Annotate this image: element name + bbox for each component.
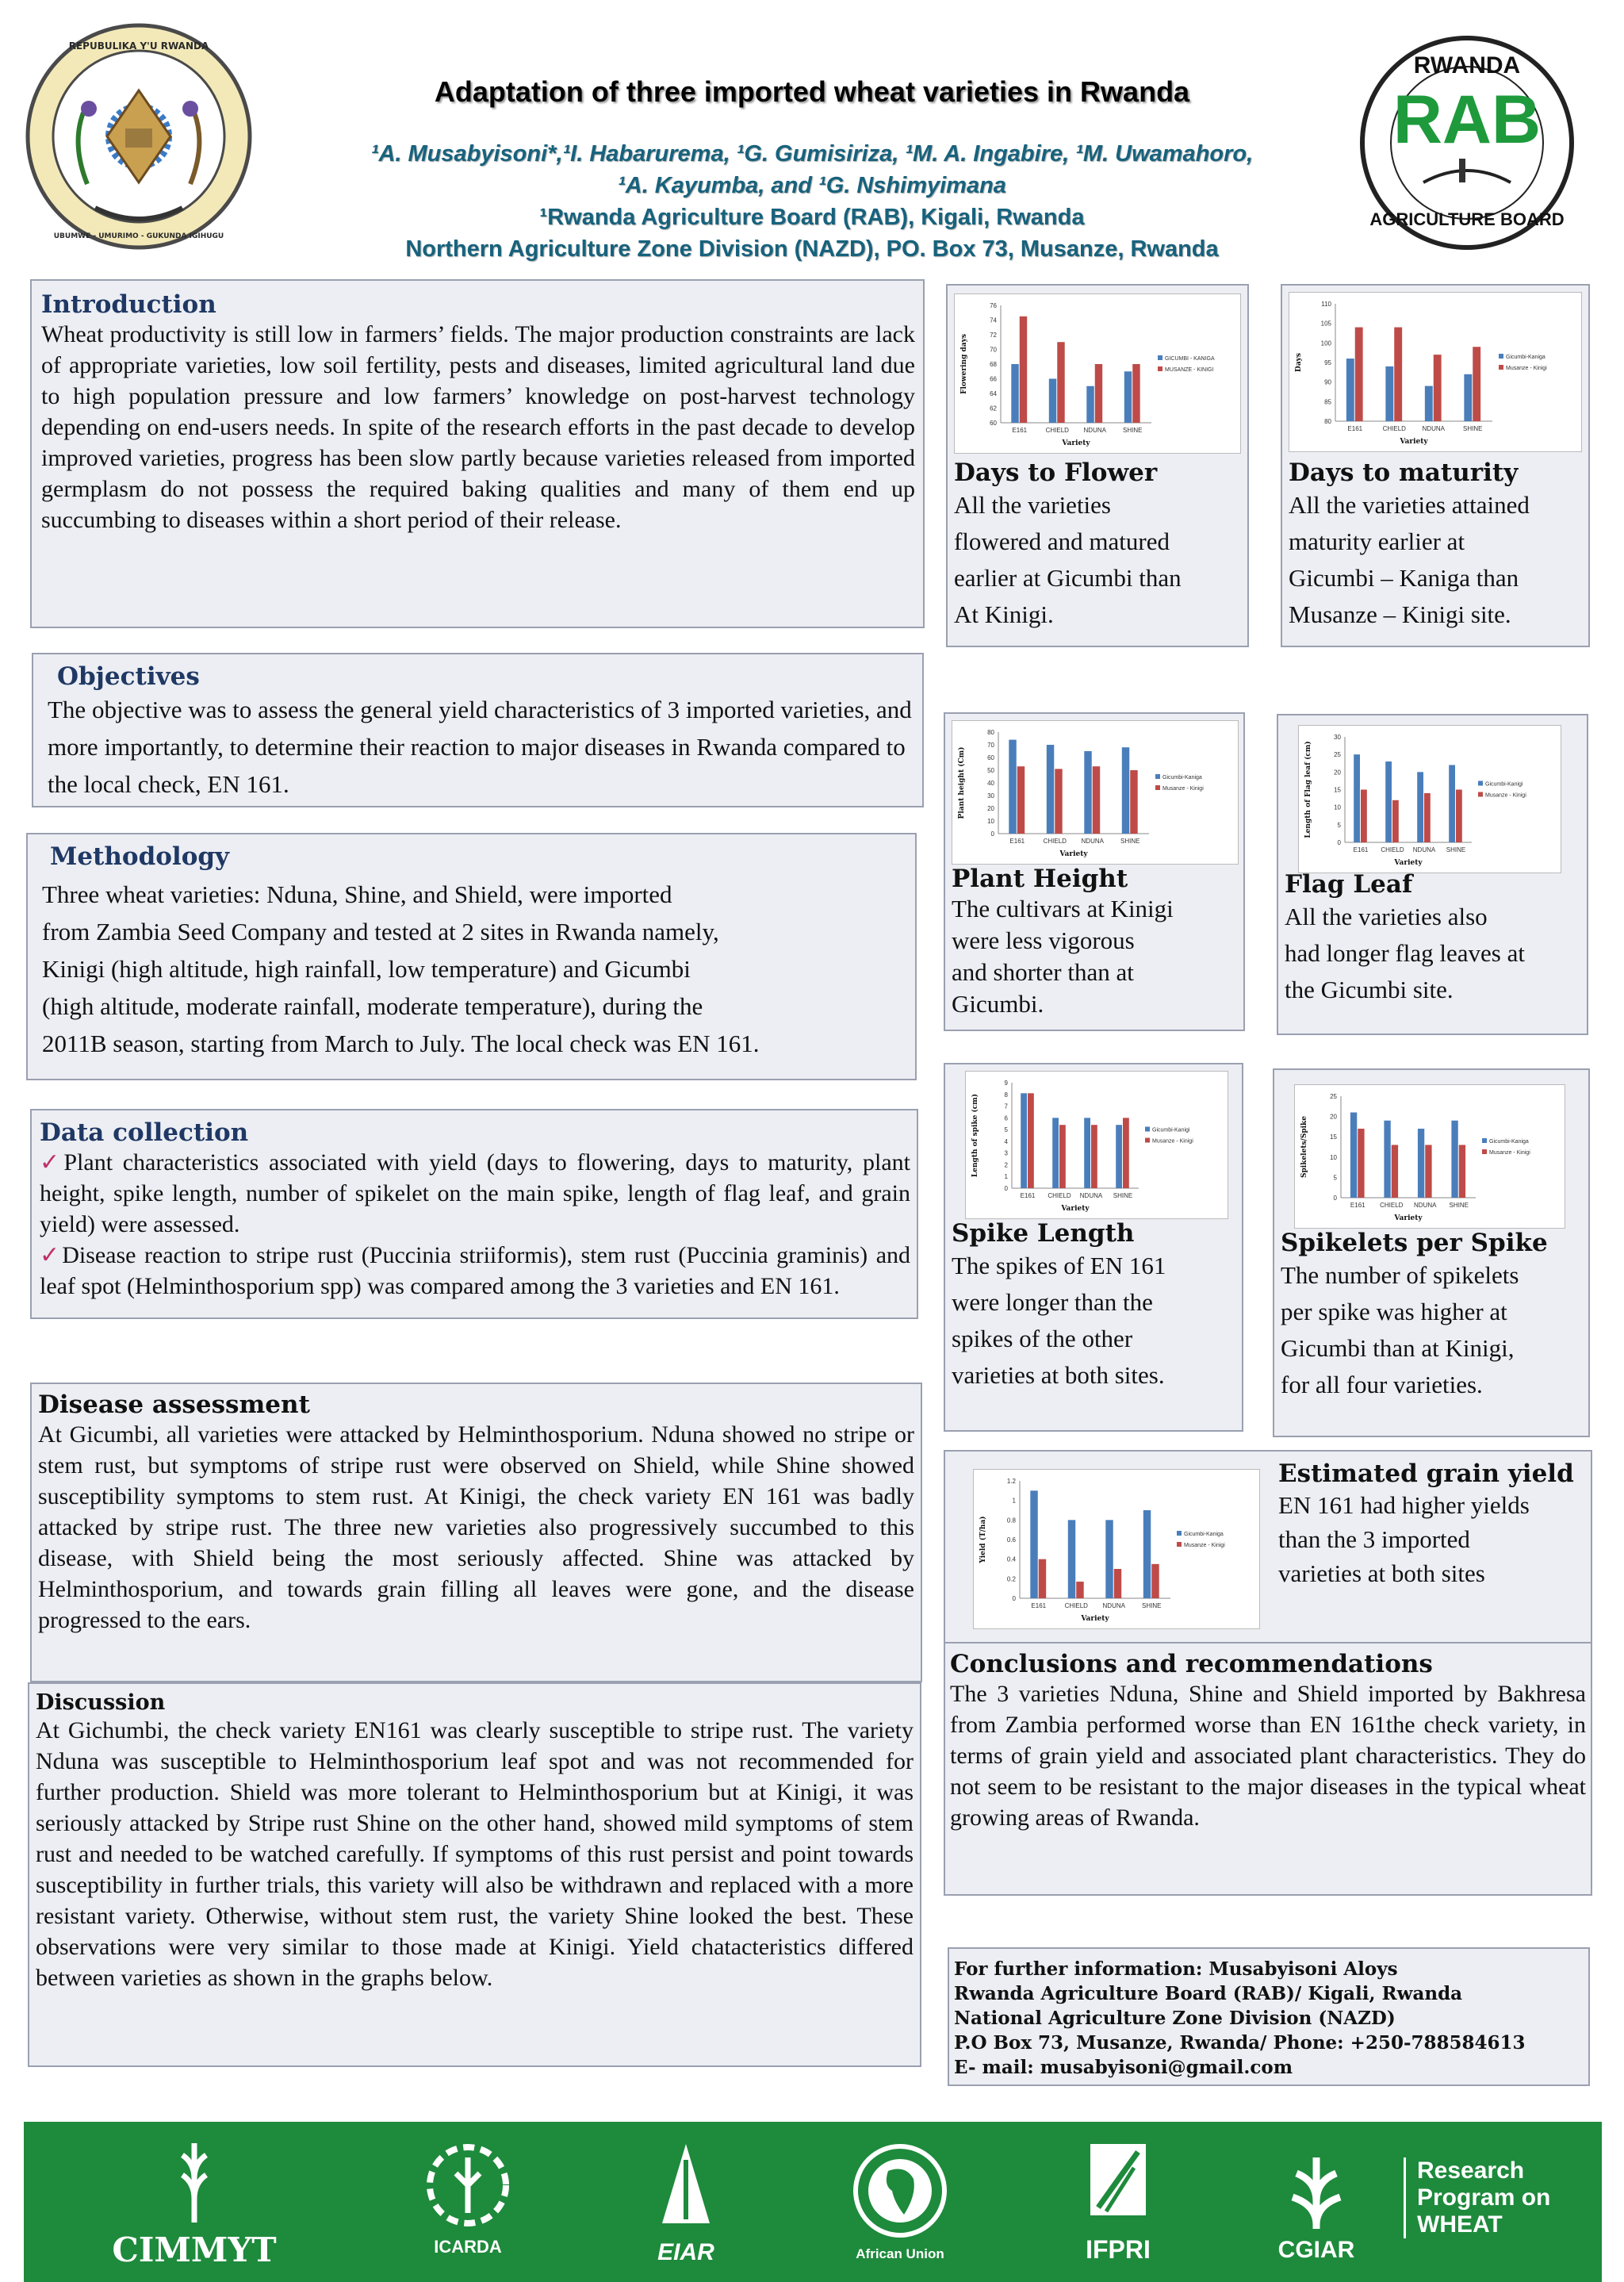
y-tick-label: 50 [987,767,994,774]
legend-swatch [1145,1127,1150,1132]
contact-line: P.O Box 73, Musanze, Rwanda/ Phone: +250-788584613 [954,2032,1526,2054]
poster-title: Adaptation of three imported wheat varieties in Rwanda [434,75,1190,108]
chart-bar [1130,770,1137,834]
y-tick-label: 76 [990,302,997,309]
rab-mid-text: RAB [1392,82,1542,158]
rab-bottom-text: AGRICULTURE BOARD [1369,209,1565,229]
chart-bar [1451,1121,1457,1198]
chart-bar [1425,386,1433,421]
chart-bar [1052,1118,1059,1188]
legend-label: Musanze - Kinigi [1184,1543,1225,1548]
chart-bar [1011,364,1018,423]
chart-bar [1009,740,1016,834]
y-axis-label: Length of Flag leaf (cm) [1304,741,1312,838]
y-tick-label: 10 [987,818,994,825]
y-tick-label: 30 [987,792,994,800]
data-collection-item-2: ✓Disease reaction to stripe rust (Puccinia striiformis), stem rust (Puccinia graminis) and leaf spot (Helminthosporium spp) was compared among the 3 varieties and EN 161. [40,1242,911,1299]
chart-bar [1418,1129,1424,1198]
y-axis-label: Yield (T/ha) [979,1516,987,1563]
ifpri-logo: IFPRI [1063,2136,1174,2265]
legend-swatch [1177,1531,1182,1536]
spikelets-panel [1273,1068,1590,1437]
y-tick-label: 5 [1004,1126,1008,1134]
x-tick-label: NDUNA [1083,427,1106,434]
chart-bar [1143,1510,1151,1598]
x-tick-label: SHINE [1120,838,1140,845]
y-tick-label: 6 [1004,1114,1008,1122]
result-line: spikes of the other [952,1325,1133,1352]
chart-bar [1076,1582,1083,1598]
disease-heading: Disease assessment [38,1390,310,1419]
result-line: for all four varieties. [1281,1371,1483,1398]
y-axis-label: Spikelets/Spike [1300,1115,1308,1179]
introduction-text: Wheat productivity is still low in farmers’ fields. The major production constraints are lack of appropriate varieties, low soil fertility, pests and diseases, limited agricultural land due to high population pressure and low farmers’ knowledge on post-harvest technology depending on end-users needs. In spite of the research efforts in the past decade to develop improved varieties, progress has been slow partly because varieties released from imported germplasm do not possess the required baking qualities and many of them end up succumbing to diseases within a short period of their release. [41,321,915,533]
authors-line-2: ¹A. Kayumba, and ¹G. Nshimyimana [618,173,1006,198]
result-line: and shorter than at [952,958,1134,986]
result-line: than the 3 imported [1278,1525,1470,1553]
result-line: Gicumbi – Kaniga than [1289,564,1519,592]
spikelets-heading: Spikelets per Spike [1281,1229,1548,1257]
chart-bar [1028,1093,1034,1188]
chart-bar [1084,1118,1090,1188]
chart-bar [1068,1520,1075,1598]
chart-bar [1424,793,1431,842]
chart-bar [1021,1093,1027,1188]
y-tick-label: 100 [1320,339,1331,347]
x-tick-label: E161 [1012,427,1028,434]
x-tick-label: CHIELD [1380,1202,1404,1209]
y-tick-label: 64 [990,390,997,397]
legend-label: Gicumbi-Kanigi [1485,781,1523,788]
x-tick-label: NDUNA [1081,838,1104,845]
result-line: per spike was higher at [1281,1298,1507,1325]
result-line: Gicumbi. [952,990,1044,1018]
checkmark-icon: ✓ [40,1242,63,1268]
chart-bar [1459,1145,1465,1198]
y-tick-label: 0 [990,830,994,838]
chart-bar [1095,364,1102,423]
result-line: All the varieties attained [1289,491,1530,519]
y-tick-label: 70 [987,742,994,749]
x-axis-label: Variety [1061,1205,1090,1213]
methodology-line: from Zambia Seed Company and tested at 2 sites in Rwanda namely, [42,918,719,945]
chart-bar [1361,790,1367,843]
y-tick-label: 80 [1324,418,1331,425]
y-axis-label: Flowering days [960,334,968,394]
y-tick-label: 0 [1333,1195,1337,1202]
chart-bar [1392,1145,1398,1198]
y-tick-label: 0 [1012,1595,1016,1602]
chart-bar [1354,754,1360,842]
chart-bar [1059,1125,1066,1188]
contact-info [948,1947,1590,2086]
result-line: Gicumbi than at Kinigi, [1281,1334,1515,1362]
spike-length-panel [944,1063,1243,1432]
result-line: flowered and matured [954,527,1170,555]
rab-logo [1348,32,1586,254]
rab-top-text: RWANDA [1413,52,1521,79]
contact-line: For further information: Musabyisoni Aloys [954,1958,1398,1980]
result-line: At Kinigi. [954,600,1054,628]
y-tick-label: 60 [987,754,994,761]
legend-swatch [1478,792,1483,797]
x-tick-label: SHINE [1446,846,1466,853]
result-line: had longer flag leaves at [1285,939,1525,967]
legend-swatch [1482,1138,1487,1143]
flag-leaf-panel [1277,714,1588,1035]
x-tick-label: NDUNA [1422,425,1445,432]
legend-swatch [1158,355,1162,360]
chart-bar [1425,1145,1431,1198]
y-axis-label: Length of spike (cm) [971,1093,979,1178]
x-tick-label: NDUNA [1412,846,1436,853]
x-axis-label: Variety [1081,1615,1109,1623]
grain-yield-heading: Estimated grain yield [1278,1459,1574,1488]
chart-bar [1049,379,1056,424]
y-tick-label: 40 [987,780,994,787]
y-tick-label: 110 [1321,301,1331,308]
plant-height-heading: Plant Height [952,865,1128,893]
plant-height-chart [952,720,1239,865]
y-tick-label: 0.4 [1006,1555,1016,1563]
objectives-heading: Objectives [57,662,200,691]
legend-swatch [1482,1149,1487,1154]
y-axis-label: Days [1295,353,1303,372]
eiar-logo: EIAR [634,2136,737,2266]
y-tick-label: 90 [1324,378,1331,386]
x-axis-label: Variety [1062,439,1090,447]
x-tick-label: CHIELD [1381,846,1404,853]
chart-bar [1047,745,1054,834]
chart-bar [1093,766,1100,834]
chart-bar [1355,328,1363,421]
y-tick-label: 80 [987,729,994,736]
y-tick-label: 7 [1004,1103,1008,1110]
legend-label: Gicumbi-Kaniga [1489,1139,1529,1145]
legend-swatch [1158,366,1162,371]
chart-bar [1116,1125,1122,1188]
y-tick-label: 20 [1334,769,1341,777]
y-tick-label: 1.2 [1006,1478,1016,1485]
y-tick-label: 0.8 [1006,1517,1016,1525]
x-axis-label: Variety [1394,859,1423,867]
methodology-line: Three wheat varieties: Nduna, Shine, and Shield, were imported [42,880,672,908]
x-tick-label: CHIELD [1043,838,1067,845]
contact-line: Rwanda Agriculture Board (RAB)/ Kigali, Rwanda [954,1983,1463,2004]
spike-length-heading: Spike Length [952,1219,1135,1248]
methodology-line: (high altitude, moderate rainfall, moderate temperature), during the [42,992,703,1020]
y-tick-label: 0.2 [1006,1575,1016,1583]
days-to-flower-heading: Days to Flower [954,458,1158,487]
y-tick-label: 20 [987,805,994,812]
chart-bar [1346,359,1354,421]
legend-label: Musanze - Kinigi [1489,1150,1530,1156]
y-tick-label: 15 [1334,786,1341,794]
chart-bar [1039,1559,1046,1598]
x-tick-label: E161 [1009,838,1025,845]
spike-length-chart [965,1071,1228,1219]
disease-assessment-section [30,1383,922,1682]
conclusions-text: The 3 varieties Nduna, Shine and Shield imported by Bakhresa from Zambia performed worse than EN 161the check variety, in terms of grain yield and associated plant characteristics. They do not seem to be resistant to the major diseases in the typical wheat growing areas of Rwanda. [950,1681,1586,1831]
y-tick-label: 1 [1004,1173,1008,1181]
chart-bar [1473,347,1480,421]
chart-bar [1350,1112,1357,1198]
affiliation-2: Northern Agriculture Zone Division (NAZD), PO. Box 73, Musanze, Rwanda [405,236,1219,262]
legend-label: GICUMBI - KANIGA [1165,356,1215,362]
x-tick-label: E161 [1350,1202,1365,1209]
days-to-flower-panel [946,284,1249,647]
legend-swatch [1499,354,1503,359]
y-tick-label: 0 [1004,1185,1008,1192]
x-tick-label: SHINE [1142,1602,1162,1609]
x-tick-label: SHINE [1113,1192,1133,1199]
result-line: earlier at Gicumbi than [954,564,1182,592]
x-tick-label: CHIELD [1048,1192,1071,1199]
result-line: All the varieties [954,491,1111,519]
legend-label: Gicumbi-Kanigi [1152,1127,1190,1133]
x-tick-label: NDUNA [1079,1192,1103,1199]
chart-bar [1449,765,1455,842]
result-line: varieties at both sites. [952,1361,1165,1389]
legend-label: Gicumbi-Kaniga [1184,1532,1224,1537]
y-tick-label: 9 [1004,1080,1008,1087]
x-tick-label: NDUNA [1102,1602,1125,1609]
y-tick-label: 3 [1004,1149,1008,1157]
y-tick-label: 15 [1330,1133,1337,1141]
plant-height-panel [944,712,1245,1031]
legend-swatch [1155,785,1160,790]
discussion-heading: Discussion [36,1690,166,1715]
introduction-heading: Introduction [41,290,216,319]
result-line: maturity earlier at [1289,527,1465,555]
spikelets-chart [1294,1084,1565,1229]
methodology-line: 2011B season, starting from March to July. The local check was EN 161. [42,1030,760,1057]
seal-top-text: REPUBULIKA Y'U RWANDA [68,40,209,52]
days-to-maturity-chart [1289,292,1582,452]
y-tick-label: 1 [1012,1497,1016,1505]
chart-bar [1434,355,1442,421]
chart-bar [1385,761,1392,842]
introduction-section [30,279,925,628]
wheat-program-logo: Research Program on WHEAT [1404,2157,1576,2238]
seal-bottom-text: UBUMWE - UMURIMO - GUKUNDA IGIHUGU [53,232,224,240]
y-tick-label: 60 [990,420,997,427]
legend-label: MUSANZE - KINIGI [1165,367,1214,373]
chart-bar [1456,790,1462,843]
chart-bar [1464,374,1472,421]
chart-bar [1020,316,1027,423]
cimmyt-logo: CIMMYT [103,2139,285,2269]
y-tick-label: 68 [990,361,997,368]
legend-label: Musanze - Kinigi [1506,366,1547,371]
legend-label: Gicumbi-Kaniga [1162,775,1202,780]
result-line: EN 161 had higher yields [1278,1491,1530,1519]
y-tick-label: 85 [1324,398,1331,406]
legend-swatch [1499,365,1503,370]
y-tick-label: 20 [1330,1113,1337,1121]
chart-bar [1030,1490,1037,1598]
legend-swatch [1478,781,1483,786]
x-axis-label: Variety [1400,438,1428,446]
objectives-text: The objective was to assess the general yield characteristics of 3 imported varieties, and more importantly, to determine their reaction to major diseases in Rwanda compared to the local check, EN 161. [48,696,912,798]
x-axis-label: Variety [1059,850,1088,858]
chart-bar [1055,769,1062,834]
chart-bar [1017,766,1025,834]
y-tick-label: 5 [1337,821,1341,829]
chart-bar [1385,366,1393,421]
y-tick-label: 0.6 [1006,1536,1016,1544]
result-line: varieties at both sites [1278,1559,1485,1587]
chart-bar [1114,1569,1121,1598]
y-tick-label: 2 [1004,1161,1008,1169]
y-tick-label: 70 [990,346,997,354]
days-to-flower-chart [954,293,1241,454]
x-tick-label: E161 [1347,425,1363,432]
y-tick-label: 62 [990,405,997,412]
y-tick-label: 4 [1004,1137,1008,1145]
y-tick-label: 5 [1333,1174,1337,1182]
chart-bar [1105,1520,1113,1598]
result-line: The number of spikelets [1281,1261,1519,1289]
grain-yield-panel [944,1450,1592,1644]
x-tick-label: CHIELD [1045,427,1069,434]
objectives-section [32,653,924,807]
result-line: All the varieties also [1285,903,1488,930]
y-tick-label: 105 [1320,320,1331,328]
conclusions-heading: Conclusions and recommendations [950,1650,1433,1678]
footer-logos [24,2122,1602,2282]
y-tick-label: 0 [1337,839,1341,846]
y-tick-label: 25 [1334,751,1341,759]
x-tick-label: E161 [1031,1602,1047,1609]
result-line: were less vigorous [952,926,1135,954]
y-tick-label: 74 [990,316,997,324]
disease-text: At Gicumbi, all varieties were attacked by Helminthosporium. Nduna showed no stripe or stem rust, but symptoms of stripe rust were observed on Shield, while Shine showed susceptibility symptoms to stem rust. At Kinigi, the check variety EN 161 was badly attacked by stripe rust. The three new varieties also progressively succumbed to this disease, with Shield being the most seriously affected. Shine was attacked by Helminthosporium, and towards grain filling all leaves were gone, and the disease progressed to the ears. [38,1421,914,1633]
data-collection-heading: Data collection [40,1118,249,1147]
methodology-heading: Methodology [50,842,230,871]
discussion-text: At Gichumbi, the check variety EN161 was clearly susceptible to stripe rust. The variety Nduna was susceptible to Helminthosporium leaf spot and was not recommended for further production. Shield was more tolerant to Helminthosporium but at Kinigi, it was seriously attacked by Stripe rust Shine on the other hand, showed mild symptoms of stem rust and needed to be watched carefully. If symptoms of this rust persist and point towards susceptibility in further trials, this variety will also be withdrawn and replaced with a more resistant variety. Otherwise, without stem rust, the variety Shine looked the best. These observations were very similar to those made at Kinigi. Yield chatacteristics differed between varieties as shown in the graphs below. [36,1717,914,1991]
chart-bar [1086,386,1094,423]
chart-bar [1151,1564,1159,1598]
y-axis-label: Plant height (Cm) [958,746,966,819]
cgiar-logo: CGIAR [1261,2154,1372,2264]
y-tick-label: 10 [1334,803,1341,811]
y-tick-label: 66 [990,375,997,383]
chart-bar [1132,364,1139,423]
grain-yield-chart [973,1469,1260,1629]
authors-line-1: ¹A. Musabyisoni*,¹I. Habarurema, ¹G. Gumisiriza, ¹M. A. Ingabire, ¹M. Uwamahoro, [370,141,1254,167]
result-line: The cultivars at Kinigi [952,895,1174,922]
legend-label: Musanze - Kinigi [1152,1138,1193,1145]
discussion-section [28,1682,921,2067]
y-tick-label: 30 [1334,734,1341,741]
contact-line: National Agriculture Zone Division (NAZD) [954,2008,1396,2029]
legend-swatch [1155,774,1160,779]
conclusions-section [944,1642,1592,1896]
y-tick-label: 95 [1324,359,1331,366]
x-tick-label: CHIELD [1382,425,1406,432]
chart-bar [1394,328,1402,421]
x-tick-label: SHINE [1463,425,1483,432]
chart-bar [1084,751,1091,834]
chart-bar [1358,1129,1364,1198]
result-line: Musanze – Kinigi site. [1289,600,1511,628]
days-to-maturity-heading: Days to maturity [1289,458,1519,487]
legend-label: Musanze - Kinigi [1485,792,1526,799]
y-tick-label: 8 [1004,1091,1008,1099]
legend-label: Musanze - Kinigi [1162,786,1204,792]
affiliation-1: ¹Rwanda Agriculture Board (RAB), Kigali, Rwanda [539,205,1085,230]
result-line: were longer than the [952,1288,1153,1316]
legend-swatch [1145,1138,1150,1143]
african-union-logo: African Union [817,2139,983,2262]
data-collection-section [30,1109,918,1319]
x-tick-label: SHINE [1123,427,1143,434]
flag-leaf-heading: Flag Leaf [1285,870,1413,899]
chart-bar [1122,747,1129,834]
flag-leaf-chart [1298,725,1561,873]
x-tick-label: E161 [1353,846,1369,853]
data-collection-item-1: ✓Plant characteristics associated with yield (days to flowering, days to maturity, plant height, spike length, number of spikelet on the main spike, length of flag leaf, and grain yield) were assessed. [40,1149,910,1237]
x-axis-label: Variety [1394,1214,1423,1222]
chart-bar [1057,342,1064,423]
checkmark-icon: ✓ [40,1149,64,1176]
chart-bar [1091,1125,1097,1188]
y-tick-label: 72 [990,332,997,339]
methodology-section [26,833,917,1080]
chart-bar [1124,371,1132,423]
days-to-maturity-panel [1281,284,1590,647]
contact-email: E- mail: musabyisoni@gmail.com [954,2057,1293,2078]
chart-bar [1384,1121,1390,1198]
legend-swatch [1177,1542,1182,1547]
chart-bar [1392,800,1399,842]
legend-label: Gicumbi-Kaniga [1506,355,1545,360]
icarda-logo: ICARDA [412,2138,523,2257]
x-tick-label: SHINE [1449,1202,1469,1209]
result-line: The spikes of EN 161 [952,1252,1166,1279]
y-tick-label: 25 [1330,1093,1337,1100]
x-tick-label: CHIELD [1064,1602,1088,1609]
x-tick-label: NDUNA [1414,1202,1437,1209]
methodology-line: Kinigi (high altitude, high rainfall, low temperature) and Gicumbi [42,955,691,983]
x-tick-label: E161 [1020,1192,1036,1199]
y-tick-label: 10 [1330,1153,1337,1161]
result-line: the Gicumbi site. [1285,976,1454,1003]
chart-bar [1123,1118,1129,1188]
chart-bar [1417,772,1423,842]
